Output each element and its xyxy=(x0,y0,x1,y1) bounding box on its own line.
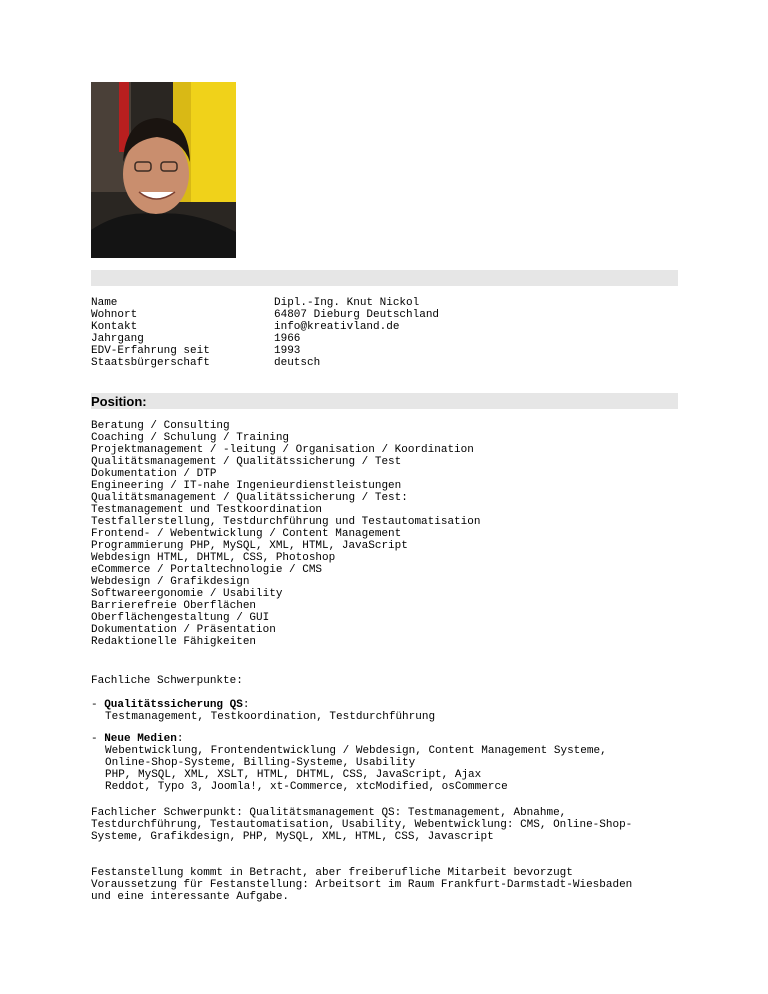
festanstellung xyxy=(91,867,691,903)
position-item: eCommerce / Portaltechnologie / CMS xyxy=(91,564,323,576)
detail-row-staatsbuergerschaft xyxy=(91,357,678,369)
detail-value: info@kreativland.de xyxy=(274,321,400,333)
detail-row-jahrgang xyxy=(91,333,678,345)
detail-value: deutsch xyxy=(274,357,321,369)
medien-line: Reddot, Typo 3, Joomla!, xt-Commerce, xtcModified, osCommerce xyxy=(105,781,508,793)
festanstellung-line: und eine interessante Aufgabe. xyxy=(91,891,290,903)
detail-label: Name xyxy=(91,297,118,309)
position-item: Qualitätsmanagement / Qualitätssicherung / Test: xyxy=(91,492,408,504)
position-item: Engineering / IT-nahe Ingenieurdienstleistungen xyxy=(91,480,402,492)
position-item: Testmanagement und Testkoordination xyxy=(91,504,323,516)
detail-label: Jahrgang xyxy=(91,333,144,345)
title-colon: : xyxy=(242,699,250,711)
schwerpunkt-line: Fachlicher Schwerpunkt: Qualitätsmanagement QS: Testmanagement, Abnahme, xyxy=(91,807,567,819)
detail-row-kontakt xyxy=(91,321,678,333)
schwerpunkt-line: Testdurchführung, Testautomatisation, Usability, Webentwicklung: CMS, Online-Shop- xyxy=(91,819,633,831)
personal-details xyxy=(91,297,678,369)
medien-line: Online-Shop-Systeme, Billing-Systeme, Usability xyxy=(105,757,416,769)
festanstellung-line: Voraussetzung für Festanstellung: Arbeitsort im Raum Frankfurt-Darmstadt-Wiesbaden xyxy=(91,879,633,891)
detail-row-name xyxy=(91,297,678,309)
medien-title: Neue Medien xyxy=(104,733,177,745)
detail-value: 1966 xyxy=(274,333,301,345)
list-dash: - xyxy=(91,733,105,745)
position-item: Softwareergonomie / Usability xyxy=(91,588,283,600)
position-heading: Position: xyxy=(91,394,147,409)
position-item: Webdesign HTML, DHTML, CSS, Photoshop xyxy=(91,552,336,564)
positions-list xyxy=(91,420,691,648)
medien-title-line xyxy=(91,733,691,745)
detail-row-edv xyxy=(91,345,678,357)
detail-value: 64807 Dieburg Deutschland xyxy=(274,309,440,321)
position-item: Dokumentation / DTP xyxy=(91,468,217,480)
position-item: Oberflächengestaltung / GUI xyxy=(91,612,270,624)
festanstellung-line: Festanstellung kommt in Betracht, aber freiberufliche Mitarbeit bevorzugt xyxy=(91,867,573,879)
position-section-header xyxy=(91,393,678,409)
fachliche-heading: Fachliche Schwerpunkte: xyxy=(91,675,243,687)
qs-title: Qualitätssicherung QS xyxy=(104,699,243,711)
fachliche-schwerpunkte xyxy=(91,675,691,687)
qs-title-line xyxy=(91,699,691,711)
portrait-illustration xyxy=(91,82,236,258)
position-item: Redaktionelle Fähigkeiten xyxy=(91,636,257,648)
position-item: Testfallerstellung, Testdurchführung und Testautomatisation xyxy=(91,516,481,528)
detail-label: Kontakt xyxy=(91,321,138,333)
position-item: Projektmanagement / -leitung / Organisation / Koordination xyxy=(91,444,474,456)
fachlicher-schwerpunkt xyxy=(91,807,691,843)
position-item: Frontend- / Webentwicklung / Content Management xyxy=(91,528,402,540)
position-item: Barrierefreie Oberflächen xyxy=(91,600,257,612)
detail-value: Dipl.-Ing. Knut Nickol xyxy=(274,297,420,309)
medien-line: Webentwicklung, Frontendentwicklung / Webdesign, Content Management Systeme, xyxy=(105,745,607,757)
position-item: Qualitätsmanagement / Qualitätssicherung / Test xyxy=(91,456,402,468)
position-item: Beratung / Consulting xyxy=(91,420,230,432)
position-item: Coaching / Schulung / Training xyxy=(91,432,290,444)
detail-label: EDV-Erfahrung seit xyxy=(91,345,210,357)
medien-line: PHP, MySQL, XML, XSLT, HTML, DHTML, CSS, JavaScript, Ajax xyxy=(105,769,482,781)
qs-block xyxy=(91,699,691,723)
detail-label: Staatsbürgerschaft xyxy=(91,357,210,369)
schwerpunkt-line: Systeme, Grafikdesign, PHP, MySQL, XML, HTML, CSS, Javascript xyxy=(91,831,494,843)
position-item: Dokumentation / Präsentation xyxy=(91,624,276,636)
profile-photo xyxy=(91,82,236,258)
detail-value: 1993 xyxy=(274,345,301,357)
position-item: Programmierung PHP, MySQL, XML, HTML, JavaScript xyxy=(91,540,408,552)
header-divider-bar xyxy=(91,270,678,286)
detail-row-wohnort xyxy=(91,309,678,321)
position-item: Webdesign / Grafikdesign xyxy=(91,576,250,588)
qs-line: Testmanagement, Testkoordination, Testdurchführung xyxy=(105,711,436,723)
title-colon: : xyxy=(176,733,184,745)
list-dash: - xyxy=(91,699,105,711)
medien-block xyxy=(91,733,691,793)
detail-label: Wohnort xyxy=(91,309,138,321)
